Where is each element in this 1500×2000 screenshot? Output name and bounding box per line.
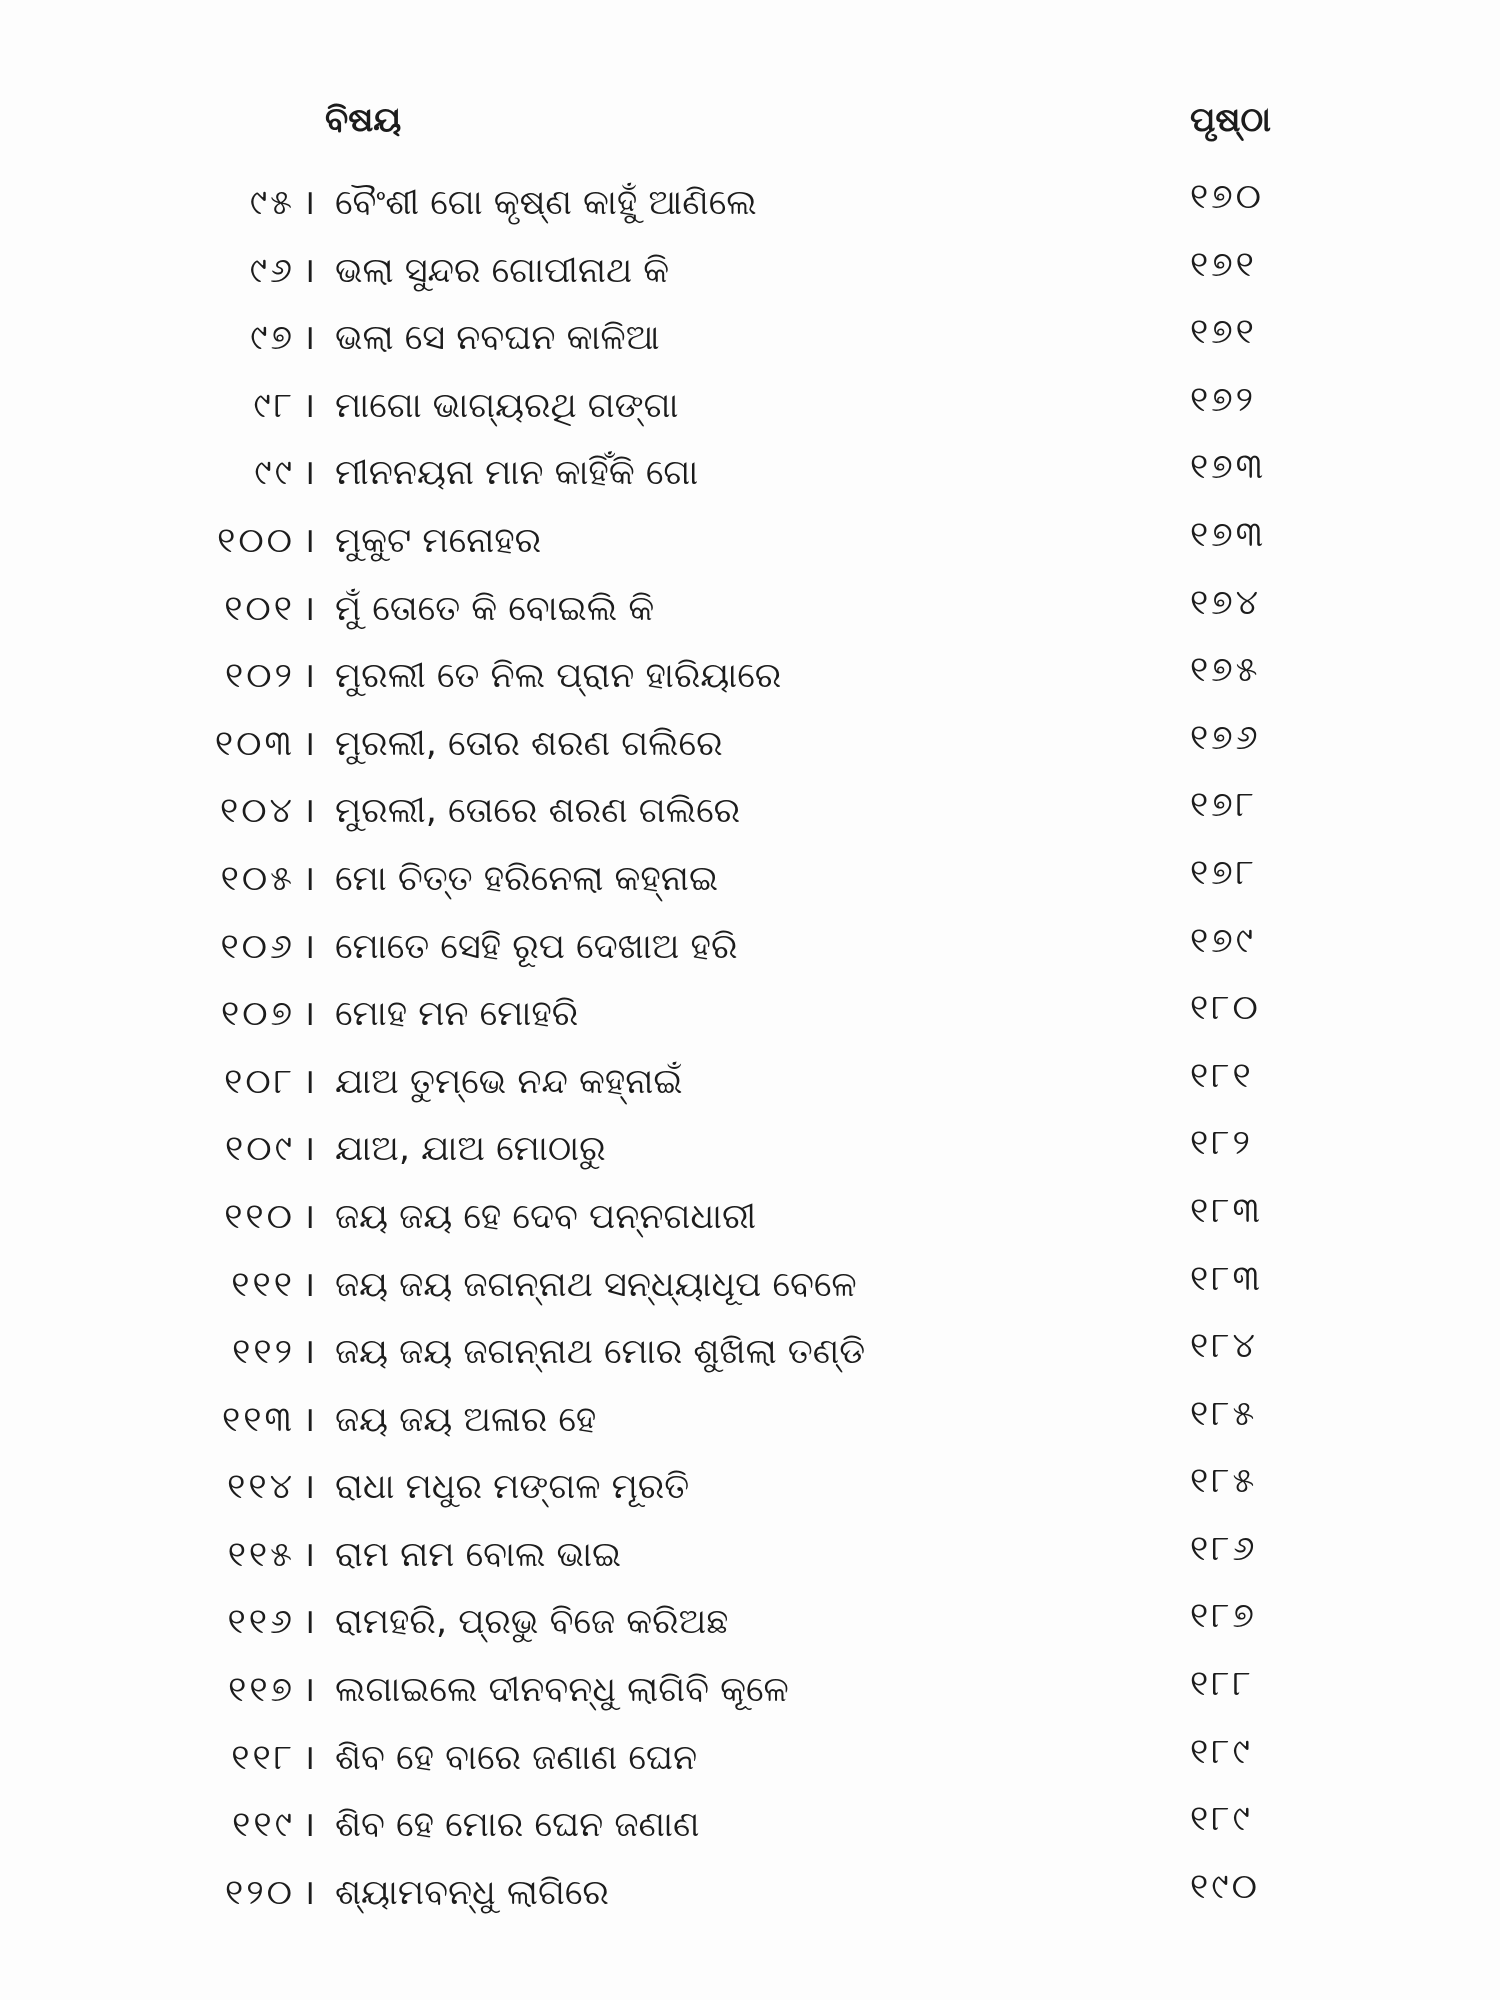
entry-number: ୧୧୨ bbox=[232, 1332, 295, 1373]
entry-number: ୯୬ bbox=[249, 250, 295, 291]
entry-number: ୧୦୪ bbox=[219, 791, 295, 832]
entry-number: ୧୦୦ bbox=[217, 520, 295, 561]
entry-page-number: ୧୯୦ bbox=[1190, 1866, 1260, 1907]
entry-title: ଶିବ ହେ ବାରେ ଜଣାଣ ଘେନ bbox=[335, 1737, 698, 1778]
entry-title: ମାଗୋ ଭାଗ୍ୟରଥି ଗଙ୍ଗା bbox=[335, 385, 679, 426]
entry-number: ୧୧୯ bbox=[232, 1805, 295, 1846]
entry-separator: । bbox=[302, 1737, 316, 1778]
entry-title: ଜୟ ଜୟ ହେ ଦେବ ପନ୍ନଗଧାରୀ bbox=[335, 1196, 757, 1237]
entry-number: ୧୧୬ bbox=[227, 1602, 295, 1643]
toc-entry bbox=[0, 1665, 1500, 1733]
toc-entry bbox=[0, 719, 1500, 787]
entry-separator: । bbox=[302, 385, 316, 426]
entry-page-number: ୧୭୧ bbox=[1190, 244, 1257, 285]
entry-page-number: ୧୮୧ bbox=[1190, 1055, 1254, 1096]
toc-entry bbox=[0, 1597, 1500, 1665]
toc-entry bbox=[0, 1124, 1500, 1192]
entry-separator: । bbox=[302, 1332, 316, 1373]
entry-separator: । bbox=[302, 1061, 316, 1102]
entry-title: ମୁଁ ତୋତେ କି ବୋଇଲି କି bbox=[335, 588, 655, 629]
entry-page-number: ୧୮୭ bbox=[1190, 1596, 1257, 1637]
entry-page-number: ୧୮୫ bbox=[1190, 1393, 1258, 1434]
entry-page-number: ୧୮୯ bbox=[1190, 1799, 1253, 1840]
entry-title: ଜୟ ଜୟ ଜଗନ୍ନାଥ ସନ୍ଧ୍ୟାଧୂପ ବେଳେ bbox=[335, 1264, 857, 1305]
entry-title: ମୁରଲୀ, ତୋର ଶରଣ ଗଲିରେ bbox=[335, 723, 723, 764]
entry-page-number: ୧୭୩ bbox=[1190, 447, 1267, 488]
entry-number: ୧୧୧ bbox=[231, 1264, 295, 1305]
entry-number: ୧୦୧ bbox=[224, 588, 295, 629]
entry-number: ୧୧୦ bbox=[224, 1196, 295, 1237]
entry-separator: । bbox=[302, 994, 316, 1035]
entry-title: ବୈଂଶୀ ଗୋ କୃଷ୍ଣ କାହୁଁ ଆଣିଲେ bbox=[335, 183, 757, 223]
entry-separator: । bbox=[302, 1264, 316, 1305]
entry-title: ରାଧା ମଧୁର ମଙ୍ଗଳ ମୂରତି bbox=[335, 1467, 690, 1508]
toc-entry bbox=[0, 516, 1500, 584]
entry-title: ଯାଅ, ଯାଅ ମୋଠାରୁ bbox=[335, 1129, 606, 1170]
entry-separator: । bbox=[302, 1805, 316, 1846]
entry-page-number: ୧୮୩ bbox=[1190, 1258, 1264, 1299]
entry-separator: । bbox=[302, 1602, 316, 1643]
entry-page-number: ୧୮୫ bbox=[1190, 1461, 1258, 1502]
toc-entry bbox=[0, 584, 1500, 652]
entry-title: ମୀନନୟନା ମାନ କାହିଁକି ଗୋ bbox=[335, 453, 699, 494]
entry-separator: । bbox=[302, 1399, 316, 1440]
entry-title: ଶ୍ୟାମବନ୍ଧୁ ଲାଗିରେ bbox=[335, 1872, 609, 1913]
entry-separator: । bbox=[302, 858, 316, 899]
entry-title: ମୁରଲୀ, ତୋରେ ଶରଣ ଗଲିରେ bbox=[335, 791, 741, 832]
entry-number: ୧୧୫ bbox=[227, 1534, 295, 1575]
entry-number: ୯୯ bbox=[254, 453, 295, 494]
entry-title: ଭଲା ସୁନ୍ଦର ଗୋପୀନାଥ କି bbox=[335, 250, 670, 291]
table-of-contents bbox=[0, 178, 1500, 1935]
entry-title: ଶିବ ହେ ମୋର ଘେନ ଜଣାଣ bbox=[335, 1805, 700, 1846]
entry-number: ୯୭ bbox=[250, 318, 295, 359]
entry-number: ୧୨୦ bbox=[224, 1872, 295, 1913]
entry-separator: । bbox=[302, 1129, 316, 1170]
toc-entry bbox=[0, 1733, 1500, 1801]
entry-separator: । bbox=[302, 588, 316, 629]
entry-page-number: ୧୮୪ bbox=[1190, 1326, 1258, 1367]
toc-entry bbox=[0, 178, 1500, 246]
toc-entry bbox=[0, 381, 1500, 449]
entry-number: ୧୦୨ bbox=[224, 656, 295, 697]
entry-number: ୧୦୩ bbox=[214, 723, 295, 764]
entry-page-number: ୧୭୮ bbox=[1190, 852, 1257, 893]
entry-title: ମୋତେ ସେହି ରୂପ ଦେଖାଅ ହରି bbox=[335, 926, 738, 967]
toc-entry bbox=[0, 922, 1500, 990]
entry-page-number: ୧୭୦ bbox=[1190, 177, 1264, 217]
entry-number: ୧୦୯ bbox=[225, 1129, 295, 1170]
toc-entry bbox=[0, 1530, 1500, 1598]
entry-number: ୧୧୮ bbox=[231, 1737, 295, 1778]
entry-number: ୧୧୩ bbox=[222, 1399, 295, 1440]
entry-number: ୧୦୬ bbox=[220, 926, 295, 967]
entry-separator: । bbox=[302, 1670, 316, 1711]
entry-separator: । bbox=[302, 1872, 316, 1913]
entry-separator: । bbox=[302, 723, 316, 764]
entry-title: ଭଲା ସେ ନବଘନ କାଳିଆ bbox=[335, 318, 660, 359]
entry-separator: । bbox=[302, 1467, 316, 1508]
entry-page-number: ୧୮୯ bbox=[1190, 1731, 1253, 1772]
entry-page-number: ୧୭୪ bbox=[1190, 582, 1262, 623]
entry-number: ୯୫ bbox=[249, 183, 295, 223]
entry-number: ୯୮ bbox=[253, 385, 295, 426]
entry-title: ଯାଅ ତୁମ୍ଭେ ନନ୍ଦ କହ୍ନାଇଁ bbox=[335, 1061, 683, 1102]
entry-page-number: ୧୭୧ bbox=[1190, 312, 1257, 353]
toc-header bbox=[0, 100, 1500, 160]
entry-page-number: ୧୭୬ bbox=[1190, 717, 1261, 758]
entry-page-number: ୧୮୨ bbox=[1190, 1123, 1253, 1164]
entry-title: ମୁକୁଟ ମନୋହର bbox=[335, 520, 542, 561]
entry-title: ଜୟ ଜୟ ଅଳାର ହେ bbox=[335, 1399, 597, 1440]
entry-separator: । bbox=[302, 520, 316, 561]
subject-column-heading: ବିଷୟ bbox=[325, 100, 402, 140]
entry-title: ଲଗାଇଲେ ଦୀନବନ୍ଧୁ ଲାଗିବି କୂଳେ bbox=[335, 1670, 789, 1711]
toc-entry bbox=[0, 1260, 1500, 1328]
toc-entry bbox=[0, 1462, 1500, 1530]
entry-title: ମୋହ ମନ ମୋହରି bbox=[335, 994, 579, 1035]
entry-number: ୧୧୪ bbox=[227, 1467, 295, 1508]
entry-title: ଜୟ ଜୟ ଜଗନ୍ନାଥ ମୋର ଶୁଖିଲା ତଣ୍ଡି bbox=[335, 1332, 866, 1373]
toc-entry bbox=[0, 1800, 1500, 1868]
entry-page-number: ୧୭୨ bbox=[1190, 379, 1257, 420]
entry-separator: । bbox=[302, 318, 316, 359]
entry-page-number: ୧୮୦ bbox=[1190, 988, 1261, 1029]
entry-page-number: ୧୭୫ bbox=[1190, 650, 1261, 691]
toc-entry bbox=[0, 1192, 1500, 1260]
entry-title: ରାମହରି, ପ୍ରଭୁ ବିଜେ କରିଅଛ bbox=[335, 1602, 729, 1643]
entry-title: ମୋ ଚିତ୍ତ ହରିନେଲା କହ୍ନାଇ bbox=[335, 858, 719, 899]
entry-page-number: ୧୮୬ bbox=[1190, 1528, 1258, 1569]
entry-number: ୧୦୮ bbox=[224, 1061, 295, 1102]
toc-entry bbox=[0, 1868, 1500, 1936]
entry-page-number: ୧୭୮ bbox=[1190, 785, 1257, 826]
toc-entry bbox=[0, 786, 1500, 854]
entry-separator: । bbox=[302, 183, 316, 223]
entry-page-number: ୧୮୩ bbox=[1190, 1190, 1264, 1231]
entry-number: ୧୦୭ bbox=[221, 994, 295, 1035]
entry-separator: । bbox=[302, 926, 316, 967]
entry-separator: । bbox=[302, 250, 316, 291]
toc-entry bbox=[0, 1395, 1500, 1463]
page-column-heading: ପୃଷ୍ଠା bbox=[1190, 100, 1271, 140]
entry-title: ମୁରଲୀ ତେ ନିଲ ପ୍ରାନ ହାରିୟାରେ bbox=[335, 656, 782, 697]
toc-entry bbox=[0, 651, 1500, 719]
toc-entry bbox=[0, 1327, 1500, 1395]
toc-entry bbox=[0, 246, 1500, 314]
toc-entry bbox=[0, 854, 1500, 922]
entry-page-number: ୧୭୯ bbox=[1190, 920, 1257, 961]
entry-title: ରାମ ନାମ ବୋଲ ଭାଇ bbox=[335, 1534, 622, 1575]
entry-separator: । bbox=[302, 453, 316, 494]
entry-separator: । bbox=[302, 1196, 316, 1237]
toc-entry bbox=[0, 989, 1500, 1057]
entry-page-number: ୧୭୩ bbox=[1190, 514, 1267, 555]
entry-separator: । bbox=[302, 656, 316, 697]
entry-number: ୧୦୫ bbox=[220, 858, 295, 899]
toc-entry bbox=[0, 313, 1500, 381]
entry-page-number: ୧୮୮ bbox=[1190, 1664, 1254, 1705]
toc-entry bbox=[0, 448, 1500, 516]
entry-separator: । bbox=[302, 1534, 316, 1575]
entry-number: ୧୧୭ bbox=[228, 1670, 295, 1711]
entry-separator: । bbox=[302, 791, 316, 832]
toc-entry bbox=[0, 1057, 1500, 1125]
